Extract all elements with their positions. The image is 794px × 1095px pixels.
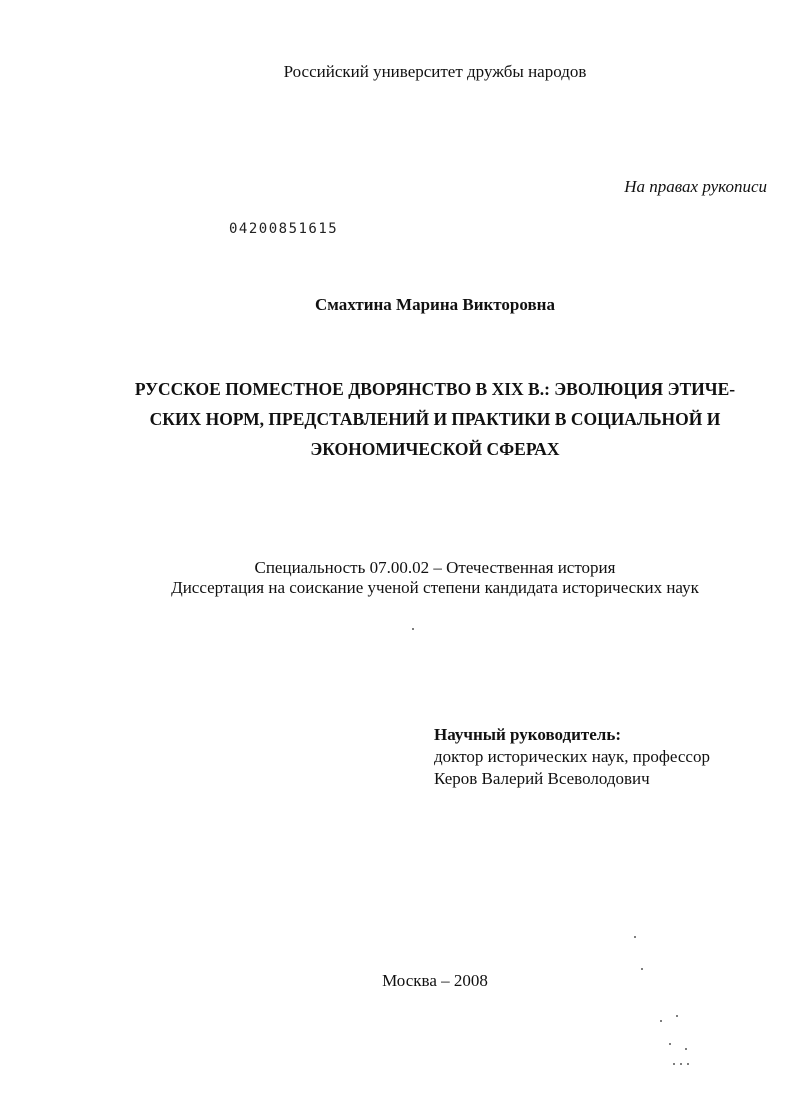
scan-speck — [685, 1048, 687, 1050]
registration-code: 04200851615 — [229, 221, 339, 237]
dissertation-title — [100, 374, 770, 464]
advisor-degree: доктор исторических наук, профессор — [434, 747, 710, 766]
advisor-block — [434, 724, 710, 790]
specialty-line: Специальность 07.00.02 – Отечественная история — [254, 558, 616, 577]
scan-speck — [680, 1063, 682, 1065]
scan-speck — [669, 1043, 671, 1045]
scan-speck — [634, 936, 636, 938]
scan-speck — [641, 968, 643, 970]
title-line: ЭКОНОМИЧЕСКОЙ СФЕРАХ — [310, 439, 560, 459]
city-year: Москва – 2008 — [382, 971, 488, 990]
dissertation-note: Диссертация на соискание ученой степени кандидата исторических наук — [171, 578, 699, 597]
scan-speck — [660, 1020, 662, 1022]
scan-speck — [673, 1063, 675, 1065]
scan-speck — [412, 628, 414, 630]
university-name: Российский университет дружбы народов — [283, 62, 587, 81]
title-line: РУССКОЕ ПОМЕСТНОЕ ДВОРЯНСТВО В XIX В.: ЭВОЛЮЦИЯ ЭТИЧЕ- — [134, 379, 736, 399]
author-name: Смахтина Марина Викторовна — [315, 295, 555, 314]
manuscript-note: На правах рукописи — [624, 177, 767, 196]
scan-speck — [676, 1015, 678, 1017]
advisor-name: Керов Валерий Всеволодович — [434, 769, 650, 788]
title-line: СКИХ НОРМ, ПРЕДСТАВЛЕНИЙ И ПРАКТИКИ В СОЦИАЛЬНОЙ И — [149, 409, 721, 429]
scan-speck — [687, 1063, 689, 1065]
advisor-heading: Научный руководитель: — [434, 725, 621, 744]
